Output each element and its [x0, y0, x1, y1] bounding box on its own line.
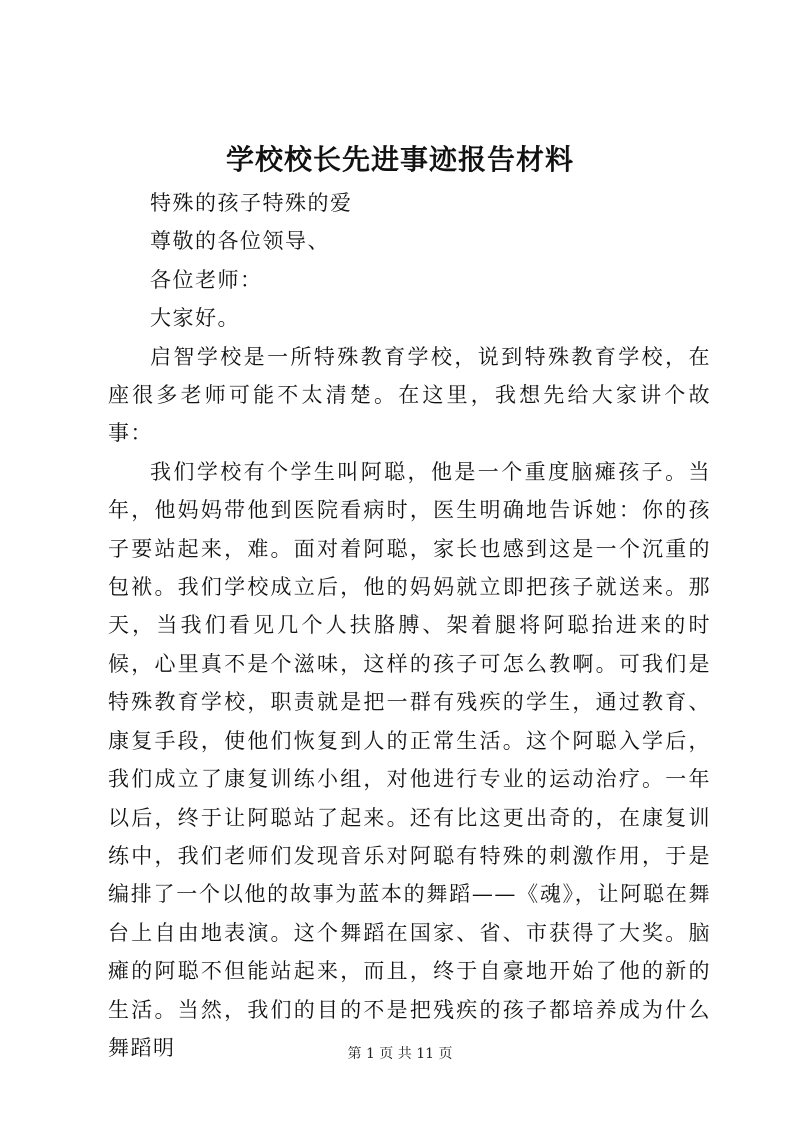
page-number-footer: 第 1 页 共 11 页: [347, 1046, 453, 1062]
paragraph-intro: 启智学校是一所特殊教育学校，说到特殊教育学校，在座很多老师可能不太清楚。在这里，我想先给大家讲个故事：: [108, 344, 711, 446]
paragraph-salutation-teachers: 各位老师：: [150, 267, 263, 292]
paragraph-salutation-leaders: 尊敬的各位领导、: [150, 229, 330, 254]
document-body: [108, 184, 711, 1067]
paragraph-subtitle: 特殊的孩子特殊的爱: [150, 191, 353, 215]
document-title: 学校校长先进事迹报告材料: [225, 143, 574, 176]
paragraph-greeting: 大家好。: [150, 306, 240, 331]
paragraph-story: 我们学校有个学生叫阿聪，他是一个重度脑瘫孩子。当年，他妈妈带他到医院看病时，医生明确地告诉她：你的孩子要站起来，难。面对着阿聪，家长也感到这是一个沉重的包袱。我们学校成立后，他的妈妈就立即把孩子就送来。那天，当我们看见几个人扶胳膊、架着腿将阿聪抬进来的时候，心里真不是个滋味，这样的孩子可怎么教啊。可我们是特殊教育学校，职责就是把一群有残疾的学生，通过教育、康复手段，使他们恢复到人的正常生活。这个阿聪入学后，我们成立了康复训练小组，对他进行专业的运动治疗。一年以后，终于让阿聪站了起来。还有比这更出奇的，在康复训练中，我们老师们发现音乐对阿聪有特殊的刺激作用，于是编排了一个以他的故事为蓝本的舞蹈——《魂》，让阿聪在舞台上自由地表演。这个舞蹈在国家、省、市获得了大奖。脑瘫的阿聪不但能站起来，而且，终于自豪地开始了他的新的生活。当然，我们的目的不是把残疾的孩子都培养成为什么舞蹈明: [108, 459, 711, 1060]
